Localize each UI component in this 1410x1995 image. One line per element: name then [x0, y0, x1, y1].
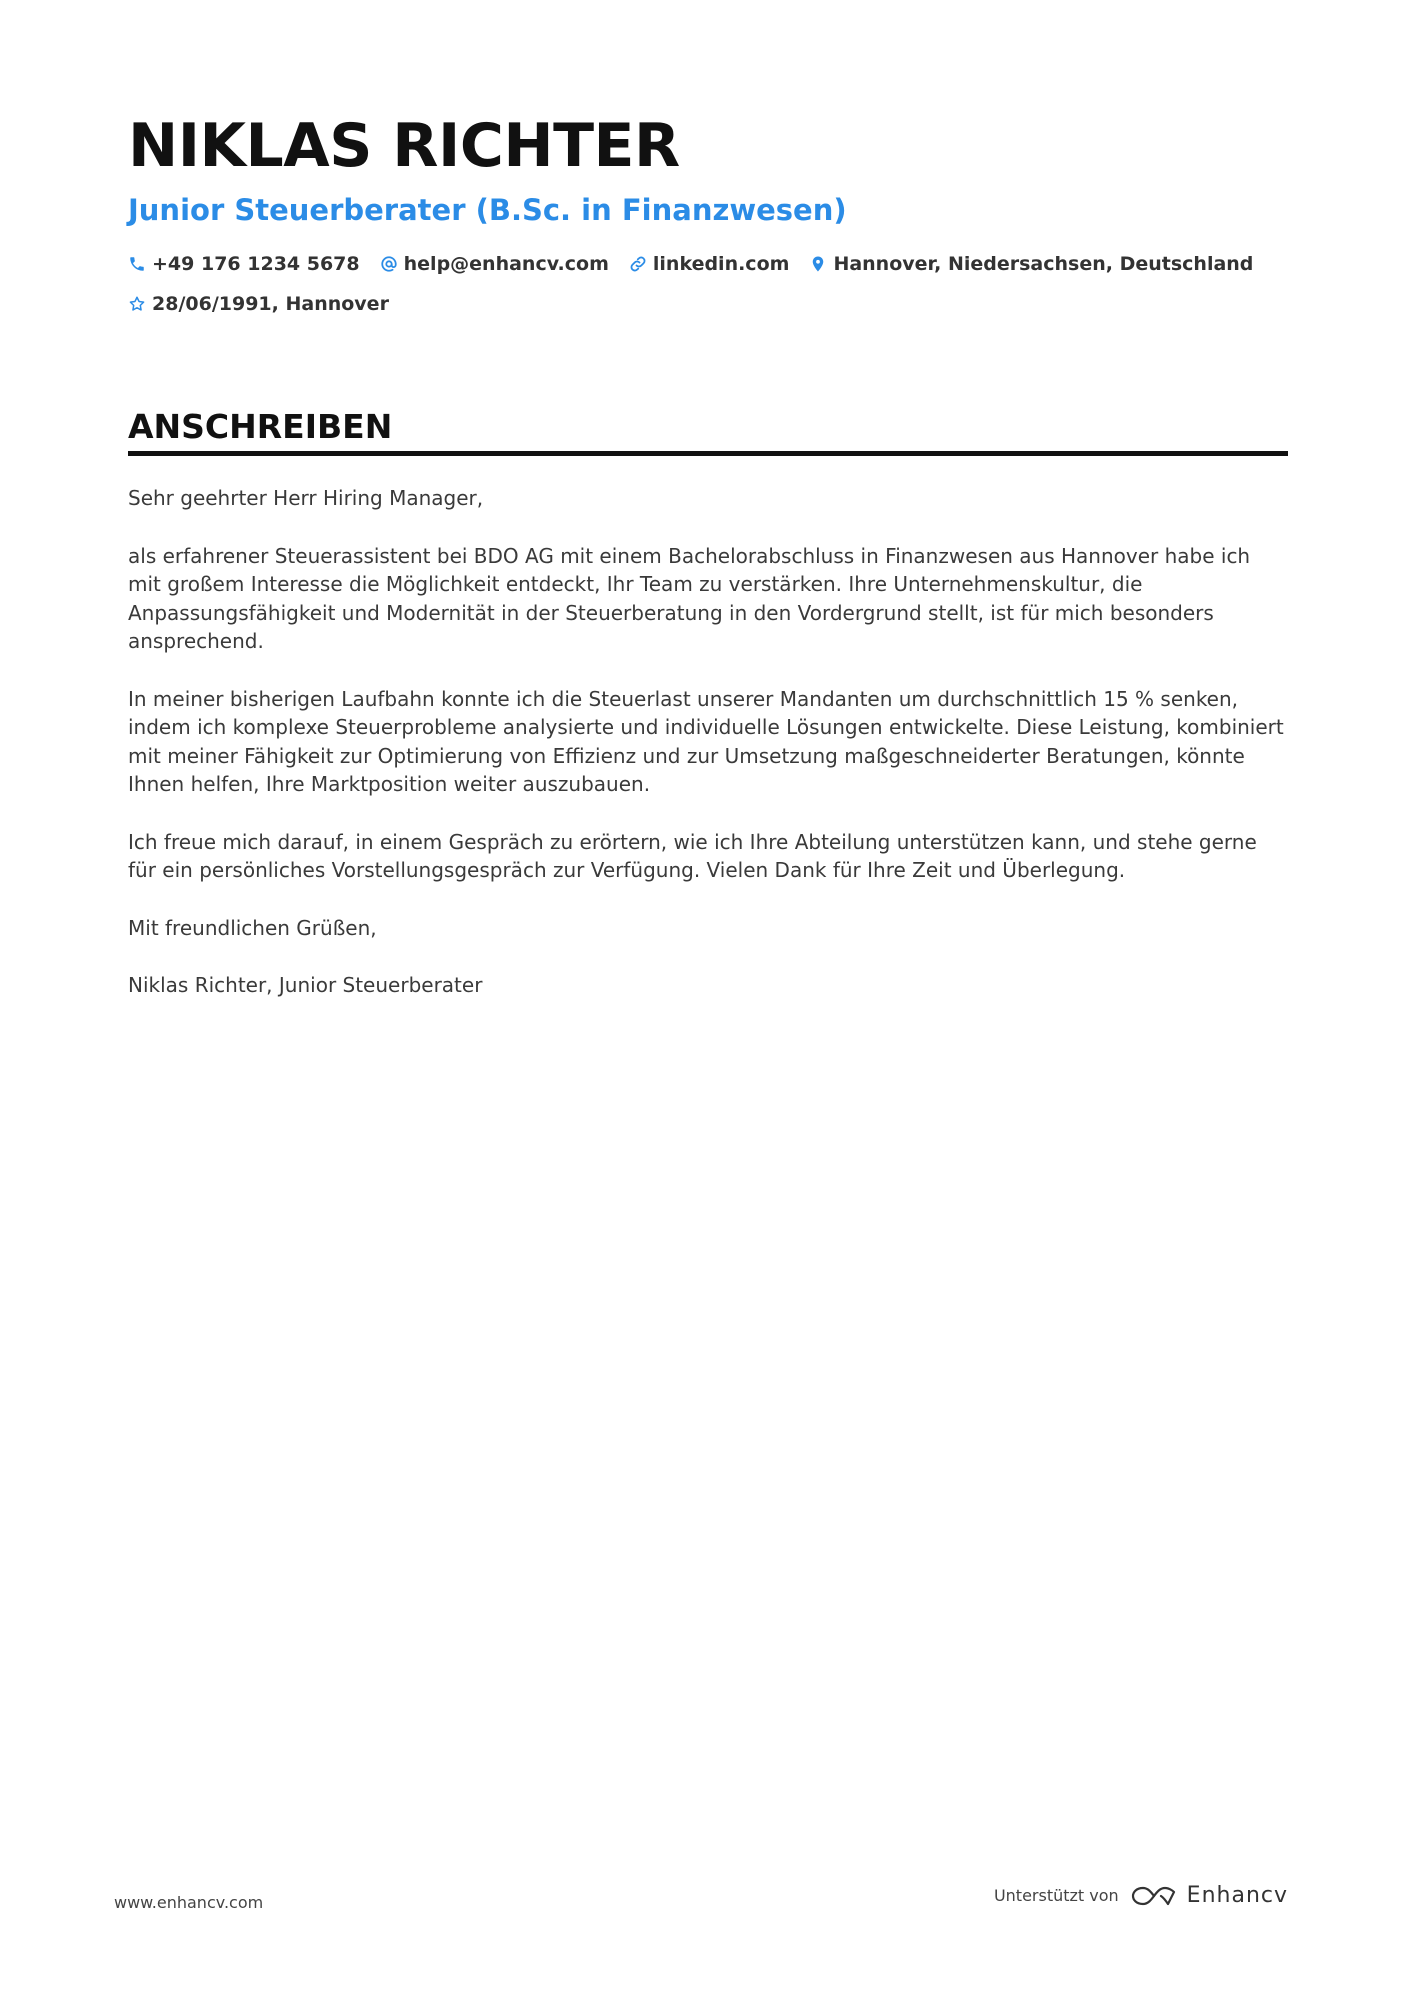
- header: [128, 110, 1288, 320]
- star-icon: [128, 295, 146, 313]
- contact-list: [128, 248, 1288, 320]
- phone-icon: [128, 255, 146, 273]
- contact-phone: [128, 248, 360, 280]
- link-icon: [629, 255, 647, 273]
- phone-number: +49 176 1234 5678: [152, 253, 360, 275]
- contact-email[interactable]: [380, 248, 609, 280]
- contact-location: [809, 248, 1253, 280]
- closing: Mit freundlichen Grüßen,: [128, 915, 377, 940]
- salutation: Sehr geehrter Herr Hiring Manager,: [128, 486, 484, 510]
- birth-info: 28/06/1991, Hannover: [152, 293, 389, 315]
- footer-branding: [994, 1883, 1288, 1908]
- paragraph-2: In meiner bisherigen Laufbahn konnte ich die Steuerlast unserer Mandanten um durchschnittlich 15 % senken, indem ich komplexe Steuerprobleme analysierte und individuelle Lösungen entwickelte. Diese Leistung, kombiniert mit meiner Fähigkeit zur Optimierung von Effizienz und zur Umsetzung maßgeschneiderter Beratungen, könnte Ihnen helfen, Ihre Marktposition weiter auszubauen.: [128, 686, 1284, 796]
- section-title: ANSCHREIBEN: [128, 407, 393, 446]
- at-icon: [380, 255, 398, 273]
- enhancv-logo-icon: [1131, 1884, 1177, 1908]
- email-address[interactable]: help@enhancv.com: [403, 253, 609, 275]
- linkedin-link[interactable]: linkedin.com: [652, 253, 790, 275]
- job-title: Junior Steuerberater (B.Sc. in Finanzwesen): [128, 193, 847, 227]
- brand-logo[interactable]: [1131, 1883, 1288, 1908]
- paragraph-3: Ich freue mich darauf, in einem Gespräch zu erörtern, wie ich Ihre Abteilung unterstützen kann, und stehe gerne für ein persönliches Vorstellungsgespräch zur Verfügung. Vielen Dank für Ihre Zeit und Überlegung.: [128, 829, 1257, 882]
- powered-by-label: Unterstützt von: [993, 1886, 1119, 1905]
- cover-letter-section: [128, 405, 1288, 1029]
- contact-linkedin[interactable]: [629, 248, 790, 280]
- candidate-name: NIKLAS RICHTER: [128, 111, 680, 181]
- signature: Niklas Richter, Junior Steuerberater: [128, 973, 483, 997]
- location-pin-icon: [809, 255, 827, 273]
- contact-birth: [128, 288, 389, 320]
- brand-name: Enhancv: [1186, 1883, 1288, 1908]
- location-text: Hannover, Niedersachsen, Deutschland: [833, 253, 1254, 275]
- letter-body: [128, 484, 1288, 1000]
- section-divider: [128, 451, 1288, 456]
- footer-website[interactable]: www.enhancv.com: [114, 1893, 264, 1912]
- paragraph-1: als erfahrener Steuerassistent bei BDO AG mit einem Bachelorabschluss in Finanzwesen aus Hannover habe ich mit großem Interesse die Möglichkeit entdeckt, Ihr Team zu verstärken. Ihre Unternehmenskultur, die Anpassungsfähigkeit und Modernität in der Steuerberatung in den Vordergrund stellt, ist für mich besonders ansprechend.: [128, 543, 1251, 653]
